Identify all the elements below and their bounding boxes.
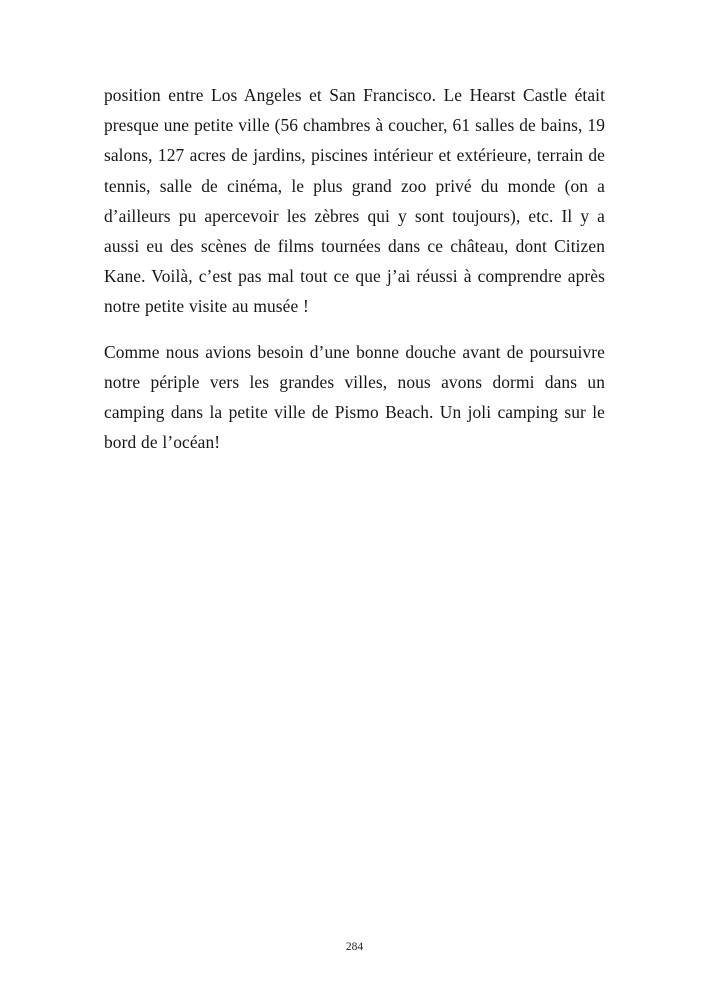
text-column bbox=[104, 80, 605, 457]
page-number: 284 bbox=[345, 941, 364, 953]
paragraph-2: Comme nous avions besoin d’une bonne douche avant de poursuivre notre périple vers les grandes villes, nous avons dormi dans un camping dans la petite ville de Pismo Beach. Un joli camping sur le bord de l’océan! bbox=[104, 341, 605, 453]
paragraph-1: position entre Los Angeles et San Francisco. Le Hearst Castle était presque une petite ville (56 chambres à coucher, 61 salles de bains, 19 salons, 127 acres de jardins, piscines intérieur et extérieure, terrain de tennis, salle de cinéma, le plus grand zoo privé du monde (on a d’ailleurs pu apercevoir les zèbres qui y sont toujours), etc. Il y a aussi eu des scènes de films tournées dans ce château, dont Citizen Kane. Voilà, c’est pas mal tout ce que j’ai réussi à comprendre après notre petite visite au musée ! bbox=[104, 85, 605, 317]
